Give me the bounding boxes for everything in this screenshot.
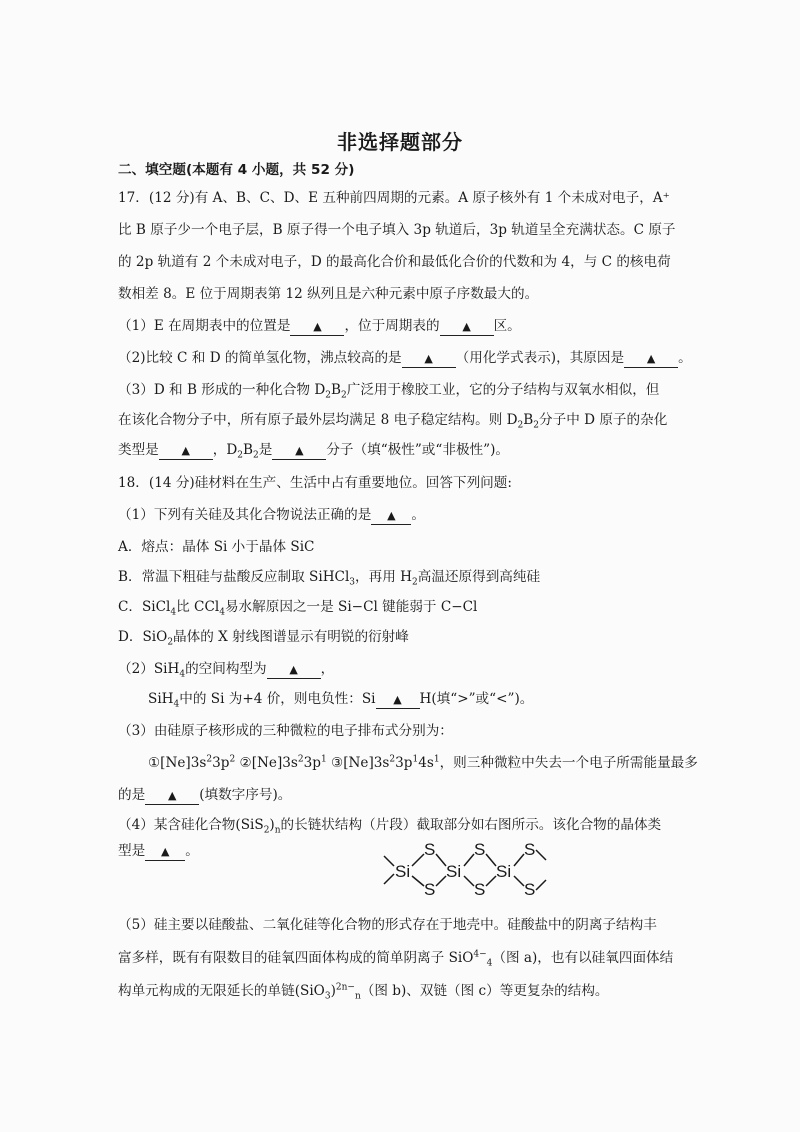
q18-option-c: C．SiCl$_4$比 CCl$_4$易水解原因之一是 Si−Cl 键能弱于 C−Cl [118, 599, 478, 618]
answer-blank[interactable]: ▲ [290, 318, 344, 336]
chain-bond [514, 854, 524, 866]
answer-blank[interactable]: ▲ [440, 318, 494, 336]
q18-part3-configs: $①[Ne]3s^23p^2$ $②[Ne]3s^23p^1$ $③[Ne]3s^23p^14s^1$，则三种微粒中失去一个电子所需能量最多 [148, 754, 698, 771]
q18-part2: （2）SiH$_4$的空间构型为 ▲ ， [118, 661, 335, 680]
q17-part3-line2: 在该化合物分子中，所有原子最外层均满足 8 电子稳定结构。则 $D_2B_2$分子中 D 原子的杂化 [118, 412, 668, 431]
s-atom-label: S [424, 880, 436, 898]
chain-bond [464, 876, 474, 886]
page-title: 非选择题部分 [337, 130, 463, 154]
chain-bond [412, 854, 424, 866]
q18-intro: 18．(14 分)硅材料在生产、生活中占有重要地位。回答下列问题: [118, 475, 512, 491]
s-atom-label: S [524, 880, 536, 898]
answer-blank[interactable]: ▲ [624, 350, 678, 368]
sis2-chain-diagram [378, 838, 558, 898]
chain-bond [384, 874, 394, 884]
q18-part5-line1: （5）硅主要以硅酸盐、二氧化硅等化合物的形式存在于地壳中。硅酸盐中的阴离子结构丰 [118, 917, 657, 933]
answer-blank[interactable]: ▲ [145, 787, 199, 805]
chain-bond [464, 854, 474, 866]
q18-part2-line2: SiH$_4$中的 Si 为+4 价，则电负性：Si ▲ H(填“>”或“<”)。 [148, 691, 534, 710]
q17-line2: 比 B 原子少一个电子层，B 原子得一个电子填入 3p 轨道后，3p 轨道呈全充满状态。C 原子 [118, 222, 676, 238]
q18-part4: （4）某含硅化合物$(SiS_2)_n$的长链状结构（片段）截取部分如右图所示。该化合物的晶体类 [118, 817, 662, 836]
q18-option-a: A．熔点：晶体 Si 小于晶体 SiC [118, 539, 315, 555]
chain-bond [486, 876, 496, 886]
q17-part2: （2)比较 C 和 D 的简单氢化物，沸点较高的是 ▲ （用化学式表示)，其原因是 ▲ 。 [118, 350, 692, 366]
answer-blank[interactable]: ▲ [267, 661, 321, 679]
q18-part5-line3: 构单元构成的无限延长的单链$(SiO_3)^{2n-}_n$（图 b)、双链（图 c）等更复杂的结构。 [118, 982, 609, 1002]
q17-part1: （1）E 在周期表中的位置是 ▲ ，位于周期表的 ▲ 区。 [118, 318, 521, 334]
answer-blank[interactable]: ▲ [272, 442, 326, 460]
answer-blank[interactable]: ▲ [145, 843, 185, 861]
s-atom-label: S [474, 880, 486, 898]
answer-blank[interactable]: ▲ [371, 507, 411, 525]
chain-bond [486, 854, 496, 866]
q18-part3-line3: 的是 ▲ (填数字序号)。 [118, 787, 292, 803]
q17-line1: 17．(12 分)有 A、B、C、D、E 五种前四周期的元素。A 原子核外有 1 个未成对电子，A⁺ [118, 190, 670, 206]
q17-part3-line3: 类型是 ▲ ，$D_2B_2$是 ▲ 分子（填“极性”或“非极性”)。 [118, 442, 509, 461]
si-atom-label: Si [395, 862, 411, 881]
s-atom-label: S [524, 840, 536, 859]
s-atom-label: S [424, 840, 436, 859]
q18-part3: （3）由硅原子核形成的三种微粒的电子排布式分别为： [118, 723, 453, 739]
q18-part5-line2: 富多样，既有有限数目的硅氧四面体构成的简单阴离子 SiO$^{4-}_4$（图 a)，也有以硅氧四面体结 [118, 949, 674, 969]
q18-option-b: B．常温下粗硅与盐酸反应制取 SiHCl$_3$，再用 $H_2$高温还原得到高纯硅 [118, 569, 541, 588]
q18-part1: （1）下列有关硅及其化合物说法正确的是 ▲ 。 [118, 507, 425, 523]
section-heading: 二、填空题(本题有 4 小题，共 52 分) [118, 162, 355, 178]
q18-part4-line2: 型是 ▲ 。 [118, 843, 199, 859]
si-atom-label: Si [446, 862, 462, 881]
chain-bond [514, 876, 524, 886]
chain-bond [536, 850, 546, 860]
q17-line4: 数相差 8。E 位于周期表第 12 纵列且是六种元素中原子序数最大的。 [118, 286, 539, 302]
q17-line3: 的 2p 轨道有 2 个未成对电子，D 的最高化合价和最低化合价的代数和为 4，与 C 的核电荷 [118, 254, 671, 270]
chain-bond [384, 856, 394, 866]
chain-bond [436, 876, 446, 886]
q17-part3-line1: （3）D 和 B 形成的一种化合物 $D_2B_2$广泛用于橡胶工业，它的分子结构与双氧水相似，但 [118, 382, 660, 401]
chain-bond [536, 880, 546, 890]
q18-option-d: D．SiO$_2$晶体的 X 射线图谱显示有明锐的衍射峰 [118, 629, 409, 648]
answer-blank[interactable]: ▲ [376, 691, 420, 709]
answer-blank[interactable]: ▲ [159, 442, 213, 460]
chain-bond [436, 854, 446, 866]
chain-bond [412, 876, 424, 886]
answer-blank[interactable]: ▲ [402, 350, 456, 368]
s-atom-label: S [474, 840, 486, 859]
si-atom-label: Si [496, 862, 512, 881]
